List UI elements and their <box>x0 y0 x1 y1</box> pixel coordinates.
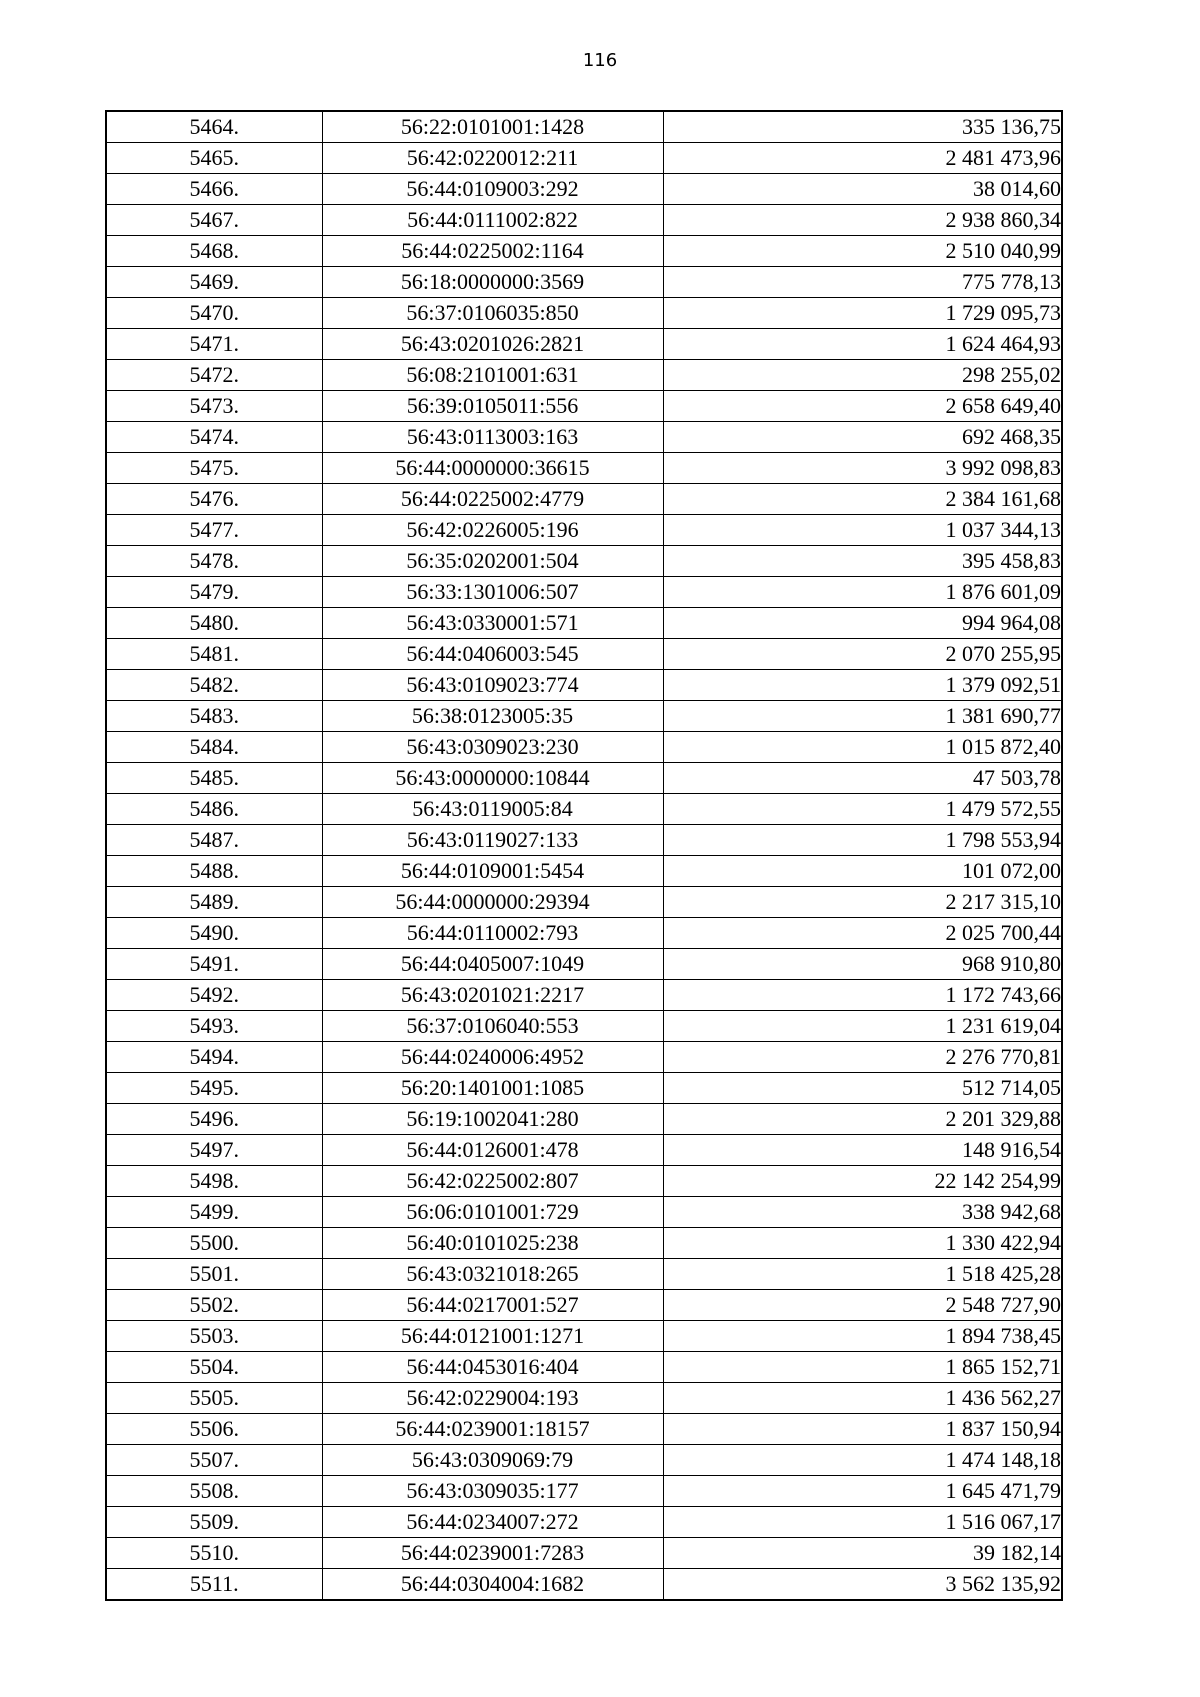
table-row <box>106 174 1062 205</box>
row-number-cell: 5502. <box>106 1290 322 1321</box>
row-number-cell: 5482. <box>106 670 322 701</box>
table-row <box>106 1228 1062 1259</box>
cadastral-number-cell: 56:19:1002041:280 <box>322 1104 663 1135</box>
table-row <box>106 918 1062 949</box>
row-number-cell: 5480. <box>106 608 322 639</box>
table-row <box>106 856 1062 887</box>
row-number-cell: 5472. <box>106 360 322 391</box>
row-number-cell: 5469. <box>106 267 322 298</box>
value-cell: 1 379 092,51 <box>663 670 1062 701</box>
cadastral-number-cell: 56:44:0121001:1271 <box>322 1321 663 1352</box>
row-number-cell: 5497. <box>106 1135 322 1166</box>
table-row <box>106 329 1062 360</box>
cadastral-number-cell: 56:42:0226005:196 <box>322 515 663 546</box>
row-number-cell: 5506. <box>106 1414 322 1445</box>
row-number-cell: 5494. <box>106 1042 322 1073</box>
table-row <box>106 267 1062 298</box>
table-row <box>106 1414 1062 1445</box>
table-row <box>106 1507 1062 1538</box>
table-row <box>106 1166 1062 1197</box>
table-row <box>106 1569 1062 1601</box>
cadastral-number-cell: 56:40:0101025:238 <box>322 1228 663 1259</box>
cadastral-number-cell: 56:44:0304004:1682 <box>322 1569 663 1601</box>
cadastral-number-cell: 56:44:0225002:1164 <box>322 236 663 267</box>
value-cell: 1 436 562,27 <box>663 1383 1062 1414</box>
value-cell: 2 070 255,95 <box>663 639 1062 670</box>
cadastral-number-cell: 56:42:0220012:211 <box>322 143 663 174</box>
row-number-cell: 5503. <box>106 1321 322 1352</box>
value-cell: 1 837 150,94 <box>663 1414 1062 1445</box>
value-cell: 148 916,54 <box>663 1135 1062 1166</box>
table-row <box>106 608 1062 639</box>
cadastral-number-cell: 56:35:0202001:504 <box>322 546 663 577</box>
table-row <box>106 577 1062 608</box>
row-number-cell: 5466. <box>106 174 322 205</box>
row-number-cell: 5473. <box>106 391 322 422</box>
cadastral-number-cell: 56:43:0119005:84 <box>322 794 663 825</box>
row-number-cell: 5487. <box>106 825 322 856</box>
value-cell: 3 562 135,92 <box>663 1569 1062 1601</box>
row-number-cell: 5492. <box>106 980 322 1011</box>
row-number-cell: 5486. <box>106 794 322 825</box>
cadastral-number-cell: 56:38:0123005:35 <box>322 701 663 732</box>
value-cell: 395 458,83 <box>663 546 1062 577</box>
table-row <box>106 484 1062 515</box>
row-number-cell: 5475. <box>106 453 322 484</box>
table-row <box>106 143 1062 174</box>
table-row <box>106 887 1062 918</box>
value-cell: 1 231 619,04 <box>663 1011 1062 1042</box>
value-cell: 47 503,78 <box>663 763 1062 794</box>
page-number: 116 <box>582 50 618 71</box>
value-cell: 1 479 572,55 <box>663 794 1062 825</box>
value-cell: 2 481 473,96 <box>663 143 1062 174</box>
value-cell: 1 037 344,13 <box>663 515 1062 546</box>
cadastral-number-cell: 56:44:0225002:4779 <box>322 484 663 515</box>
table-row <box>106 1197 1062 1228</box>
row-number-cell: 5501. <box>106 1259 322 1290</box>
table-row <box>106 1538 1062 1569</box>
table-row <box>106 1445 1062 1476</box>
value-cell: 2 510 040,99 <box>663 236 1062 267</box>
cadastral-number-cell: 56:44:0110002:793 <box>322 918 663 949</box>
cadastral-number-cell: 56:43:0201021:2217 <box>322 980 663 1011</box>
table-row <box>106 1321 1062 1352</box>
value-cell: 2 384 161,68 <box>663 484 1062 515</box>
table-row <box>106 763 1062 794</box>
value-cell: 22 142 254,99 <box>663 1166 1062 1197</box>
cadastral-number-cell: 56:44:0126001:478 <box>322 1135 663 1166</box>
row-number-cell: 5477. <box>106 515 322 546</box>
cadastral-number-cell: 56:44:0405007:1049 <box>322 949 663 980</box>
cadastral-number-cell: 56:44:0000000:29394 <box>322 887 663 918</box>
cadastral-number-cell: 56:43:0000000:10844 <box>322 763 663 794</box>
row-number-cell: 5504. <box>106 1352 322 1383</box>
value-cell: 1 516 067,17 <box>663 1507 1062 1538</box>
table-row <box>106 949 1062 980</box>
cadastral-number-cell: 56:44:0453016:404 <box>322 1352 663 1383</box>
cadastral-value-table <box>105 110 1063 1601</box>
cadastral-number-cell: 56:44:0109003:292 <box>322 174 663 205</box>
value-cell: 1 474 148,18 <box>663 1445 1062 1476</box>
value-cell: 335 136,75 <box>663 111 1062 143</box>
row-number-cell: 5491. <box>106 949 322 980</box>
table-body <box>106 111 1062 1600</box>
table-row <box>106 825 1062 856</box>
cadastral-number-cell: 56:37:0106035:850 <box>322 298 663 329</box>
row-number-cell: 5505. <box>106 1383 322 1414</box>
cadastral-number-cell: 56:43:0113003:163 <box>322 422 663 453</box>
table-row <box>106 236 1062 267</box>
row-number-cell: 5490. <box>106 918 322 949</box>
row-number-cell: 5507. <box>106 1445 322 1476</box>
value-cell: 38 014,60 <box>663 174 1062 205</box>
value-cell: 512 714,05 <box>663 1073 1062 1104</box>
table-row <box>106 111 1062 143</box>
row-number-cell: 5476. <box>106 484 322 515</box>
table-row <box>106 453 1062 484</box>
value-cell: 2 658 649,40 <box>663 391 1062 422</box>
table-row <box>106 205 1062 236</box>
table-row <box>106 546 1062 577</box>
table-row <box>106 391 1062 422</box>
table-row <box>106 1104 1062 1135</box>
table-row <box>106 794 1062 825</box>
value-cell: 1 645 471,79 <box>663 1476 1062 1507</box>
row-number-cell: 5485. <box>106 763 322 794</box>
table-row <box>106 1290 1062 1321</box>
value-cell: 1 172 743,66 <box>663 980 1062 1011</box>
table-row <box>106 670 1062 701</box>
value-cell: 994 964,08 <box>663 608 1062 639</box>
table-row <box>106 701 1062 732</box>
table-row <box>106 980 1062 1011</box>
row-number-cell: 5467. <box>106 205 322 236</box>
row-number-cell: 5484. <box>106 732 322 763</box>
value-cell: 3 992 098,83 <box>663 453 1062 484</box>
cadastral-number-cell: 56:06:0101001:729 <box>322 1197 663 1228</box>
cadastral-number-cell: 56:44:0217001:527 <box>322 1290 663 1321</box>
value-cell: 1 798 553,94 <box>663 825 1062 856</box>
value-cell: 2 548 727,90 <box>663 1290 1062 1321</box>
cadastral-number-cell: 56:33:1301006:507 <box>322 577 663 608</box>
table-row <box>106 1383 1062 1414</box>
table-row <box>106 639 1062 670</box>
value-cell: 338 942,68 <box>663 1197 1062 1228</box>
cadastral-number-cell: 56:44:0239001:18157 <box>322 1414 663 1445</box>
value-cell: 2 217 315,10 <box>663 887 1062 918</box>
cadastral-number-cell: 56:22:0101001:1428 <box>322 111 663 143</box>
cadastral-number-cell: 56:44:0239001:7283 <box>322 1538 663 1569</box>
row-number-cell: 5508. <box>106 1476 322 1507</box>
table-row <box>106 1073 1062 1104</box>
cadastral-number-cell: 56:44:0000000:36615 <box>322 453 663 484</box>
row-number-cell: 5488. <box>106 856 322 887</box>
table-row <box>106 1135 1062 1166</box>
cadastral-number-cell: 56:43:0330001:571 <box>322 608 663 639</box>
row-number-cell: 5493. <box>106 1011 322 1042</box>
value-cell: 298 255,02 <box>663 360 1062 391</box>
value-cell: 1 330 422,94 <box>663 1228 1062 1259</box>
cadastral-number-cell: 56:43:0309035:177 <box>322 1476 663 1507</box>
value-cell: 2 938 860,34 <box>663 205 1062 236</box>
row-number-cell: 5510. <box>106 1538 322 1569</box>
cadastral-number-cell: 56:20:1401001:1085 <box>322 1073 663 1104</box>
row-number-cell: 5479. <box>106 577 322 608</box>
value-cell: 1 865 152,71 <box>663 1352 1062 1383</box>
cadastral-number-cell: 56:44:0234007:272 <box>322 1507 663 1538</box>
table-row <box>106 422 1062 453</box>
row-number-cell: 5509. <box>106 1507 322 1538</box>
table-row <box>106 515 1062 546</box>
value-cell: 101 072,00 <box>663 856 1062 887</box>
row-number-cell: 5511. <box>106 1569 322 1601</box>
row-number-cell: 5489. <box>106 887 322 918</box>
table-row <box>106 1259 1062 1290</box>
row-number-cell: 5483. <box>106 701 322 732</box>
value-cell: 2 025 700,44 <box>663 918 1062 949</box>
cadastral-number-cell: 56:44:0111002:822 <box>322 205 663 236</box>
value-cell: 1 624 464,93 <box>663 329 1062 360</box>
value-cell: 1 876 601,09 <box>663 577 1062 608</box>
cadastral-number-cell: 56:37:0106040:553 <box>322 1011 663 1042</box>
value-cell: 1 015 872,40 <box>663 732 1062 763</box>
cadastral-number-cell: 56:42:0229004:193 <box>322 1383 663 1414</box>
cadastral-number-cell: 56:39:0105011:556 <box>322 391 663 422</box>
table-row <box>106 1042 1062 1073</box>
table-row <box>106 360 1062 391</box>
table-row <box>106 1011 1062 1042</box>
row-number-cell: 5495. <box>106 1073 322 1104</box>
cadastral-number-cell: 56:43:0309023:230 <box>322 732 663 763</box>
cadastral-number-cell: 56:08:2101001:631 <box>322 360 663 391</box>
row-number-cell: 5470. <box>106 298 322 329</box>
row-number-cell: 5499. <box>106 1197 322 1228</box>
value-cell: 775 778,13 <box>663 267 1062 298</box>
value-cell: 1 894 738,45 <box>663 1321 1062 1352</box>
row-number-cell: 5474. <box>106 422 322 453</box>
value-cell: 692 468,35 <box>663 422 1062 453</box>
cadastral-number-cell: 56:18:0000000:3569 <box>322 267 663 298</box>
cadastral-number-cell: 56:43:0309069:79 <box>322 1445 663 1476</box>
cadastral-number-cell: 56:44:0240006:4952 <box>322 1042 663 1073</box>
table-row <box>106 298 1062 329</box>
cadastral-number-cell: 56:43:0109023:774 <box>322 670 663 701</box>
table-row <box>106 1476 1062 1507</box>
value-cell: 1 729 095,73 <box>663 298 1062 329</box>
value-cell: 1 518 425,28 <box>663 1259 1062 1290</box>
row-number-cell: 5498. <box>106 1166 322 1197</box>
value-cell: 1 381 690,77 <box>663 701 1062 732</box>
row-number-cell: 5468. <box>106 236 322 267</box>
row-number-cell: 5464. <box>106 111 322 143</box>
row-number-cell: 5471. <box>106 329 322 360</box>
cadastral-number-cell: 56:44:0406003:545 <box>322 639 663 670</box>
row-number-cell: 5496. <box>106 1104 322 1135</box>
value-cell: 2 201 329,88 <box>663 1104 1062 1135</box>
row-number-cell: 5500. <box>106 1228 322 1259</box>
table-row <box>106 1352 1062 1383</box>
cadastral-number-cell: 56:43:0201026:2821 <box>322 329 663 360</box>
table-row <box>106 732 1062 763</box>
value-cell: 968 910,80 <box>663 949 1062 980</box>
cadastral-number-cell: 56:42:0225002:807 <box>322 1166 663 1197</box>
value-cell: 2 276 770,81 <box>663 1042 1062 1073</box>
cadastral-number-cell: 56:44:0109001:5454 <box>322 856 663 887</box>
value-cell: 39 182,14 <box>663 1538 1062 1569</box>
row-number-cell: 5481. <box>106 639 322 670</box>
cadastral-number-cell: 56:43:0321018:265 <box>322 1259 663 1290</box>
row-number-cell: 5465. <box>106 143 322 174</box>
row-number-cell: 5478. <box>106 546 322 577</box>
cadastral-number-cell: 56:43:0119027:133 <box>322 825 663 856</box>
